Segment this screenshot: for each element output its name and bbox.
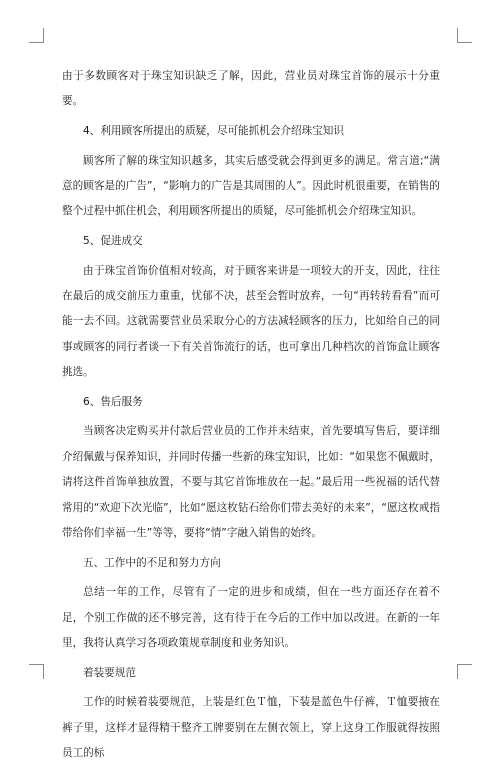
crop-mark-top-right bbox=[457, 28, 472, 43]
crop-mark-bottom-left bbox=[29, 664, 44, 679]
section-heading: 6、售后服务 bbox=[83, 395, 143, 408]
section-heading: 4、利用顾客所提出的质疑，尽可能抓机会介绍珠宝知识 bbox=[83, 125, 344, 137]
document-body bbox=[62, 64, 440, 771]
body-paragraph: 当顾客决定购买并付款后营业员的工作并未结束，首先要填写售后，要详细介绍佩戴与保养知识，并同时传播一些新的珠宝知识，比如：“如果您不佩戴时，请将这件首饰单独放置，不要与其它首饰堆放在一起。”最后用一些祝福的话代替常用的“欢迎下次光临”，比如“愿这枚钻石给你们带去美好的未来”，“愿这枚戒指带给你们幸福一生”等等，要将“情”字融入销售的始终。 bbox=[62, 425, 440, 540]
section-heading: 5、促进成交 bbox=[83, 235, 143, 247]
body-paragraph: 总结一年的工作，尽管有了一定的进步和成绩，但在一些方面还存在着不足，个别工作做的还不够完善，这有待于在今后的工作中加以改进。在新的一年里，我将认真学习各项政策规章制度和业务知识。 bbox=[62, 586, 440, 650]
section-heading: 着装要规范 bbox=[83, 666, 136, 679]
crop-mark-top-left bbox=[29, 28, 44, 43]
body-paragraph: 由于多数顾客对于珠宝知识缺乏了解，因此，营业员对珠宝首饰的展示十分重要。 bbox=[62, 70, 440, 108]
body-paragraph: 工作的时候着装要规范，上装是红色Ｔ恤，下装是蓝色牛仔裤，Ｔ恤要掖在裤子里，这样才显得精干整齐工牌要别在左侧衣领上，穿上这身工作服就得按照员工的标 bbox=[62, 696, 440, 760]
body-paragraph: 顾客所了解的珠宝知识越多，其实后感受就会得到更多的满足。常言道;“满意的顾客是的广告”，“影响力的广告是其周围的人”。因此时机很重要，在销售的整个过程中抓住机会，利用顾客所提出的质疑，尽可能抓机会介绍珠宝知识。 bbox=[62, 154, 440, 218]
crop-mark-bottom-right bbox=[457, 664, 472, 679]
section-heading: 五、工作中的不足和努力方向 bbox=[83, 556, 221, 569]
body-paragraph: 由于珠宝首饰价值相对较高，对于顾客来讲是一项较大的开支，因此，往往在最后的成交前压力重重，忧郁不决，甚至会暂时放弃，一句“再转转看看”而可能一去不回。这就需要营业员采取分心的方法减轻顾客的压力，比如给自己的同事或顾客的同行者谈一下有关首饰流行的话，也可拿出几种档次的首饰盒让顾客挑选。 bbox=[62, 264, 440, 379]
